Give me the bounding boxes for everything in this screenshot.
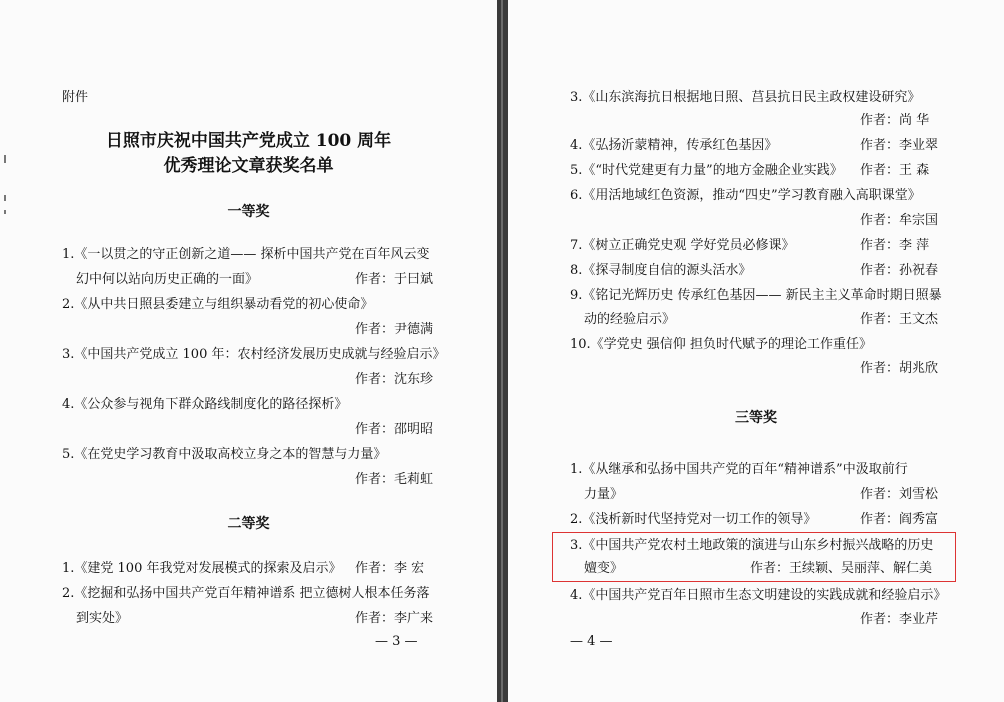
entry-title: 8.《探寻制度自信的源头活水》 bbox=[570, 263, 752, 278]
entry-author: 作者：沈东珍 bbox=[355, 372, 434, 387]
entry-author: 作者：阎秀富 bbox=[860, 512, 939, 527]
entry-title: 4.《公众参与视角下群众路线制度化的路径探析》 bbox=[62, 397, 348, 412]
document-title-line1: 日照市庆祝中国共产党成立 100 周年 bbox=[105, 131, 392, 151]
entry-author: 作者：李 宏 bbox=[355, 561, 425, 576]
entry-title: 5.《“时代党建更有力量”的地方金融企业实践》 bbox=[570, 163, 843, 178]
entry-title: 6.《用活地域红色资源，推动“四史”学习教育融入高职课堂》 bbox=[570, 188, 921, 203]
entry-author: 作者：邵明昭 bbox=[355, 422, 434, 437]
entry-title: 3.《山东滨海抗日根据地日照、莒县抗日民主政权建设研究》 bbox=[570, 90, 921, 105]
entry-title-cont: 到实处》 bbox=[76, 611, 129, 626]
entry-author: 作者：王 森 bbox=[860, 163, 930, 178]
second-prize-heading: 二等奖 bbox=[227, 516, 270, 532]
entry-title: 1.《从继承和弘扬中国共产党的百年“精神谱系”中汲取前行 bbox=[570, 462, 908, 477]
page-number: — 3 — bbox=[375, 634, 418, 649]
entry-author: 作者：于曰斌 bbox=[355, 272, 434, 287]
entry-author: 作者：王续颖、吴丽萍、解仁美 bbox=[750, 561, 933, 576]
entry-author: 作者：尚 华 bbox=[860, 113, 930, 128]
scan-mark bbox=[4, 195, 6, 201]
entry-title-cont: 力量》 bbox=[584, 487, 624, 502]
entry-title: 1.《建党 100 年我党对发展模式的探索及启示》 bbox=[62, 561, 342, 576]
entry-title: 4.《中国共产党百年日照市生态文明建设的实践成就和经验启示》 bbox=[570, 588, 947, 603]
third-prize-heading: 三等奖 bbox=[735, 410, 777, 426]
page-gutter bbox=[497, 0, 508, 702]
entry-author: 作者：李业芹 bbox=[860, 612, 939, 627]
entry-title: 4.《弘扬沂蒙精神，传承红色基因》 bbox=[570, 138, 778, 153]
entry-title-cont: 嬗变》 bbox=[584, 561, 624, 576]
entry-author: 作者：李 萍 bbox=[860, 238, 930, 253]
entry-author: 作者：毛莉虹 bbox=[355, 472, 434, 487]
entry-title: 2.《浅析新时代坚持党对一切工作的领导》 bbox=[570, 512, 817, 527]
entry-author: 作者：王文杰 bbox=[860, 312, 939, 327]
entry-title: 2.《挖掘和弘扬中国共产党百年精神谱系 把立德树人根本任务落 bbox=[62, 586, 430, 601]
entry-title-cont: 动的经验启示》 bbox=[584, 312, 676, 327]
entry-author: 作者：孙祝春 bbox=[860, 263, 939, 278]
document-title-line2: 优秀理论文章获奖名单 bbox=[163, 156, 334, 176]
left-page bbox=[0, 0, 497, 702]
entry-title: 10.《学党史 强信仰 担负时代赋予的理论工作重任》 bbox=[570, 337, 872, 352]
entry-author: 作者：刘雪松 bbox=[860, 487, 939, 502]
entry-author: 作者：尹德满 bbox=[355, 322, 434, 337]
entry-title: 7.《树立正确党史观 学好党员必修课》 bbox=[570, 238, 795, 253]
entry-title: 2.《从中共日照县委建立与组织暴动看党的初心使命》 bbox=[62, 297, 374, 312]
right-page bbox=[508, 0, 1004, 702]
entry-title-cont: 幻中何以站向历史正确的一面》 bbox=[76, 272, 259, 287]
entry-author: 作者：李业翠 bbox=[860, 138, 939, 153]
attachment-label: 附件 bbox=[62, 90, 89, 105]
entry-title: 9.《铭记光辉历史 传承红色基因—— 新民主主义革命时期日照暴 bbox=[570, 288, 942, 303]
entry-title: 3.《中国共产党农村土地政策的演进与山东乡村振兴战略的历史 bbox=[570, 538, 934, 553]
page-number: — 4 — bbox=[570, 634, 613, 649]
entry-title: 3.《中国共产党成立 100 年：农村经济发展历史成就与经验启示》 bbox=[62, 347, 446, 362]
first-prize-heading: 一等奖 bbox=[227, 204, 270, 220]
entry-author: 作者：牟宗国 bbox=[860, 213, 939, 228]
entry-author: 作者：李广来 bbox=[355, 611, 434, 626]
entry-author: 作者：胡兆欣 bbox=[860, 361, 939, 376]
entry-title: 1.《一以贯之的守正创新之道—— 探析中国共产党在百年风云变 bbox=[62, 247, 430, 262]
entry-title: 5.《在党史学习教育中汲取高校立身之本的智慧与力量》 bbox=[62, 447, 387, 462]
